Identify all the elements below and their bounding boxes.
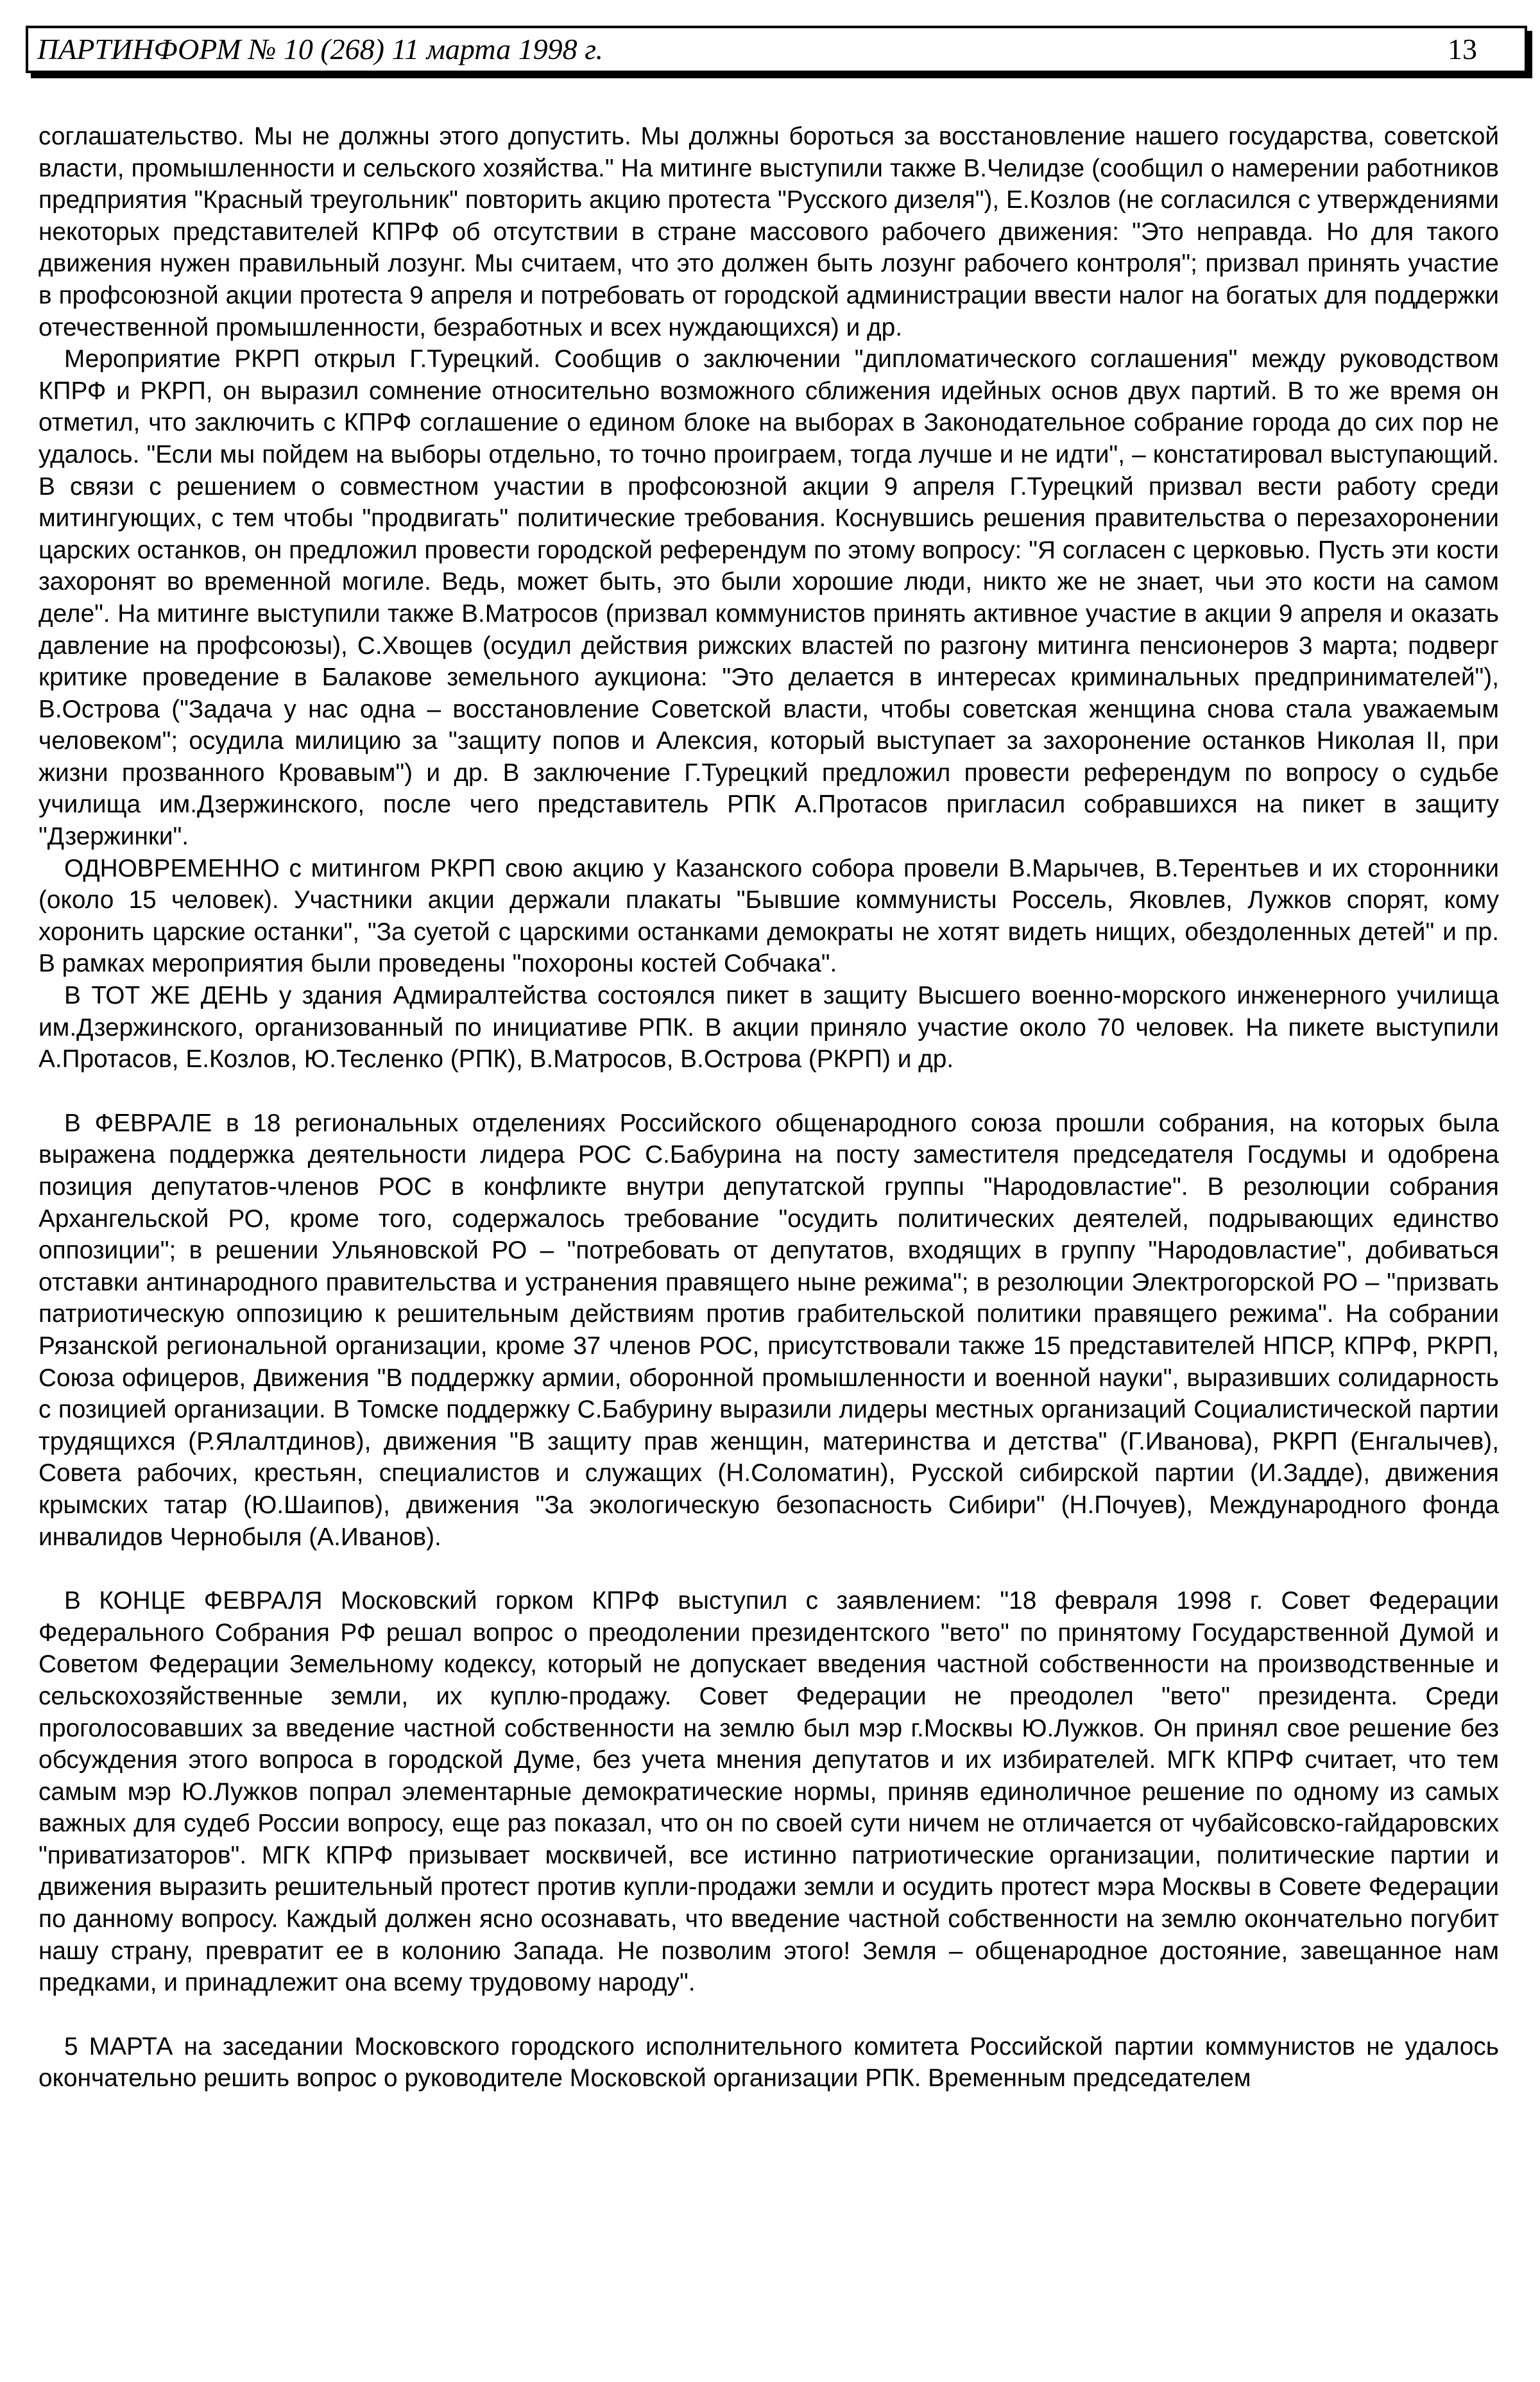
paragraph-end-february-mgk: В КОНЦЕ ФЕВРАЛЯ Московский горком КПРФ выступил с заявлением: "18 февраля 1998 г. Совет Федерации Федерального Собрания РФ решал вопрос о преодолении президентского "вето" по принятому Государственной Думой и Советом Федерации Земельному кодексу, который не допускает введения частной собственности на производственные и сельскохозяйственные земли, их куплю-продажу. Совет Федерации не преодолел "вето" президента. Среди проголосовавших за введение частной собственности на землю был мэр г.Москвы Ю.Лужков. Он принял свое решение без обсуждения этого вопроса в городской Думе, без учета мнения депутатов и их избирателей. МГК КПРФ считает, что тем самым мэр Ю.Лужков попрал элементарные демократические нормы, приняв единоличное решение по одному из самых важных для судеб России вопросу, еще раз показал, что он по своей сути ничем не отличается от чубайсовско-гайдаровских "приватизаторов". МГК КПРФ призывает москвичей, все истинно патриотические организации, политические партии и движения выразить решительный протест против купли-продажи земли и осудить протест мэра Москвы в Совете Федерации по данному вопросу. Каждый должен ясно осознавать, что введение частной собственности на землю окончательно погубит нашу страну, превратит ее в колонию Запада. Не позволим этого! Земля – общенародное достояние, завещанное нам предками, и принадлежит она всему трудовому народу". (38, 1587, 1499, 1997)
page-number: 13 (1448, 33, 1477, 65)
paragraph-admiralty-picket: В ТОТ ЖЕ ДЕНЬ у здания Адмиралтейства состоялся пикет в защиту Высшего военно-морского инженерного училища им.Дзержинского, организованный по инициативе РПК. В акции приняло участие около 70 человек. На пикете выступили А.Протасов, Е.Козлов, Ю.Тесленко (РПК), В.Матросов, В.Острова (РКРП) и др. (38, 982, 1499, 1074)
paragraph-february-ros: В ФЕВРАЛЕ в 18 региональных отделениях Российского общенародного союза прошли собрания, на которых была выражена поддержка деятельности лидера РОС С.Бабурина на посту заместителя председателя Госдумы и одобрена позиция депутатов-членов РОС в конфликте внутри депутатской группы "Народовластие". В резолюции собрания Архангельской РО, кроме того, содержалось требование "осудить политических деятелей, подрывающих единство оппозиции"; в решении Ульяновской РО – "потребовать от депутатов, входящих в группу "Народовластие", добиваться отставки антинародного правительства и устранения правящего ныне режима"; в резолюции Электрогорской РО – "призвать патриотическую оппозицию к решительным действиям против грабительской политики правящего режима". На собрании Рязанской региональной организации, кроме 37 членов РОС, присутствовали также 15 представителей НПСР, КПРФ, РКРП, Союза офицеров, Движения "В поддержку армии, оборонной промышленности и военной науки", выразивших солидарность с позицией организации. В Томске поддержку С.Бабурину выразили лидеры местных организаций Социалистической партии трудящихся (Р.Ялалтдинов), движения "В защиту прав женщин, материнства и детства" (Г.Иванова), РКРП (Енгалычев), Совета рабочих, крестьян, специалистов и служащих (Н.Соломатин), Русской сибирской партии (И.Задде), движения крымских татар (Ю.Шаипов), движения "За экологическую безопасность Сибири" (Н.Почуев), Международного фонда инвалидов Чернобыля (А.Иванов). (38, 1109, 1499, 1551)
paragraph-march-5: 5 МАРТА на заседании Московского городского исполнительного комитета Российской партии коммунистов не удалось окончательно решить вопрос о руководителе Московской организации РПК. Временным председателем (38, 2032, 1499, 2093)
paragraph-continued-rally: соглашательство. Мы не должны этого допустить. Мы должны бороться за восстановление нашего государства, советской власти, промышленности и сельского хозяйства." На митинге выступили также В.Челидзе (сообщил о намерении работников предприятия "Красный треугольник" повторить акцию протеста "Русского дизеля"), Е.Козлов (не согласился с утверждениями некоторых представителей КПРФ об отсутствии в стране массового рабочего движения: "Это неправда. Но для такого движения нужен правильный лозунг. Мы считаем, что это должен быть лозунг рабочего контроля"; призвал принять участие в профсоюзной акции протеста 9 апреля и потребовать от городской администрации ввести налог на богатых для поддержки отечественной промышленности, безработных и всех нуждающихся) и др. (38, 123, 1499, 341)
article-body (38, 121, 1499, 2095)
newsletter-page (26, 26, 1514, 2355)
publication-title: ПАРТИНФОРМ № 10 (268) 11 марта 1998 г. (37, 33, 603, 65)
page-header (26, 26, 1527, 73)
paragraph-rkrp-event: Мероприятие РКРП открыл Г.Турецкий. Сообщив о заключении "дипломатического соглашения" между руководством КПРФ и РКРП, он выразил сомнение относительно возможного сближения идейных основ двух партий. В то же время он отметил, что заключить с КПРФ соглашение о едином блоке на выборах в Законодательное собрание города до сих пор не удалось. "Если мы пойдем на выборы отдельно, то точно проиграем, тогда лучше и не идти", – констатировал выступающий. В связи с решением о совместном участии в профсоюзной акции 9 апреля Г.Турецкий призвал вести работу среди митингующих, с тем чтобы "продвигать" политические требования. Коснувшись решения правительства о перезахоронении царских останков, он предложил провести городской референдум по этому вопросу: "Я согласен с церковью. Пусть эти кости захоронят во временной могиле. Ведь, может быть, это были хорошие люди, никто же не знает, чьи это кости на самом деле". На митинге выступили также В.Матросов (призвал коммунистов принять активное участие в акции 9 апреля и оказать давление на профсоюзы), С.Хвощев (осудил действия рижских властей по разгону митинга пенсионеров 3 марта; подверг критике проведение в Балакове земельного аукциона: "Это делается в интересах криминальных предпринимателей"), В.Острова ("Задача у нас одна – восстановление Советской власти, чтобы советская женщина снова стала уважаемым человеком"; осудила милицию за "защиту попов и Алексия, который выступает за захоронение останков Николая II, при жизни прозванного Кровавым") и др. В заключение Г.Турецкий предложил провести референдум по вопросу о судьбе училища им.Дзержинского, после чего представитель РПК А.Протасов пригласил собравшихся на пикет в защиту "Дзержинки". (38, 345, 1499, 851)
paragraph-kazan-cathedral: ОДНОВРЕМЕННО с митингом РКРП свою акцию у Казанского собора провели В.Марычев, В.Терентьев и их сторонники (около 15 человек). Участники акции держали плакаты "Бывшие коммунисты Россель, Яковлев, Лужков спорят, кому хоронить царские останки", "За суетой с царскими останками демократы не хотят видеть нищих, обездоленных детей" и пр. В рамках мероприятия были проведены "похороны костей Собчака". (38, 854, 1499, 978)
